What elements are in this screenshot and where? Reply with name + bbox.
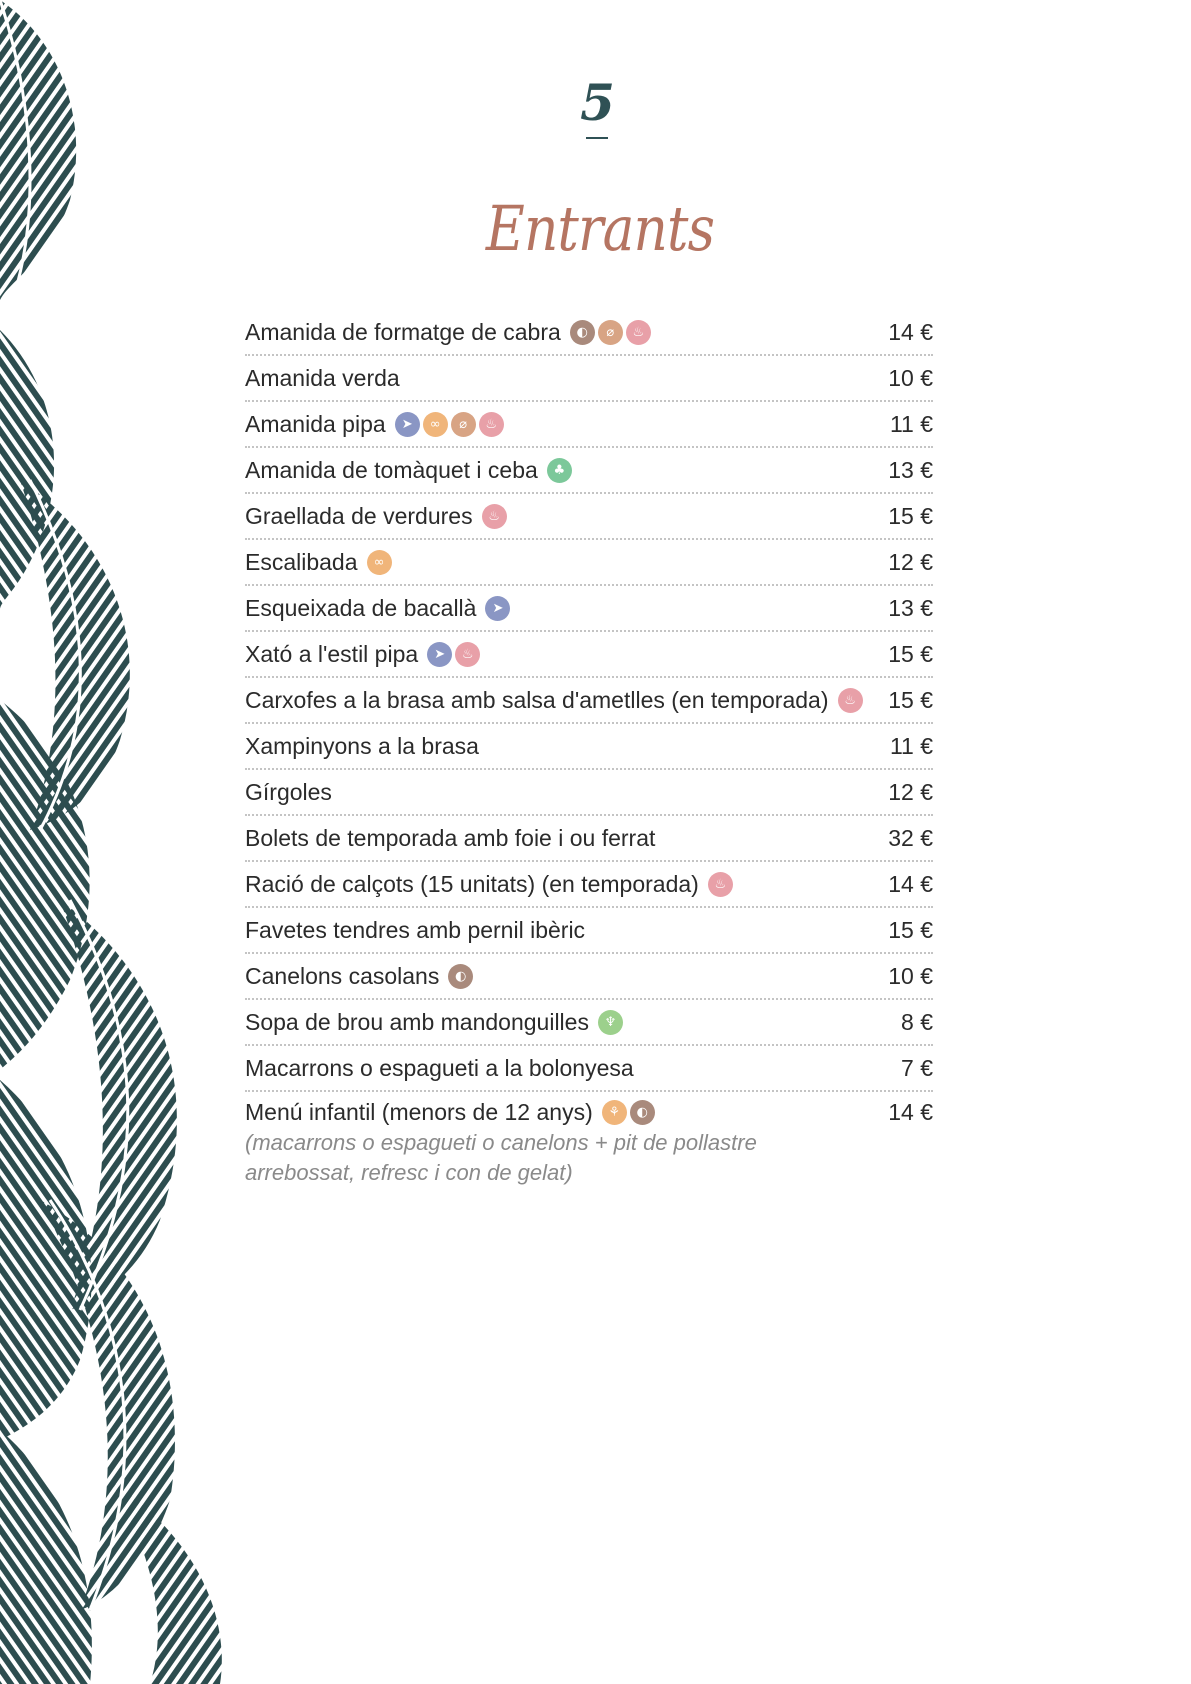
menu-item	[245, 954, 933, 1000]
item-price: 11 €	[889, 410, 933, 437]
celery-icon: ♨	[626, 320, 651, 345]
menu-item	[245, 1092, 933, 1188]
menu-item	[245, 908, 933, 954]
menu-item	[245, 1000, 933, 1046]
menu-list	[245, 310, 933, 1188]
item-price: 7 €	[901, 1054, 933, 1081]
menu-item	[245, 310, 933, 356]
nut-icon: ◐	[630, 1100, 655, 1125]
menu-item-row	[245, 503, 933, 530]
menu-item-row	[245, 319, 933, 346]
egg-icon: ∞	[423, 412, 448, 437]
item-name: Amanida pipa	[245, 410, 386, 437]
milk-icon: ⌀	[598, 320, 623, 345]
menu-item-row	[245, 871, 933, 898]
menu-item-row	[245, 595, 933, 622]
vegan-icon: ♣	[547, 458, 572, 483]
item-name: Xató a l'estil pipa	[245, 640, 419, 667]
item-name: Graellada de verdures	[245, 502, 473, 529]
item-price: 15 €	[888, 640, 933, 667]
menu-item-row	[245, 825, 933, 852]
item-name: Carxofes a la brasa amb salsa d'ametlles (en temporada)	[245, 686, 829, 713]
leaf-pattern-decoration	[0, 0, 250, 1684]
menu-item	[245, 724, 933, 770]
item-price: 32 €	[888, 824, 933, 851]
item-price: 12 €	[888, 548, 933, 575]
item-name: Menú infantil (menors de 12 anys)	[245, 1099, 593, 1125]
item-name: Sopa de brou amb mandonguilles	[245, 1008, 589, 1035]
menu-item	[245, 770, 933, 816]
item-name: Amanida de tomàquet i ceba	[245, 456, 538, 483]
item-name: Favetes tendres amb pernil ibèric	[245, 916, 586, 943]
page-number: 5	[580, 73, 615, 132]
menu-item-row	[245, 1055, 933, 1082]
item-price: 14 €	[888, 870, 933, 897]
item-name: Esqueixada de bacallà	[245, 594, 477, 621]
item-note: (macarrons o espagueti o canelons + pit de pollastre arrebossat, refresc i con de gelat)	[245, 1130, 757, 1185]
menu-item-row	[245, 1009, 933, 1036]
item-price: 10 €	[888, 364, 933, 391]
item-name: Amanida verda	[245, 364, 400, 391]
allergen-icons	[602, 1100, 655, 1125]
menu-item	[245, 402, 933, 448]
celery-icon: ♨	[708, 872, 733, 897]
item-name: Ració de calçots (15 unitats) (en temporada)	[245, 870, 699, 897]
section-title: Entrants	[485, 192, 715, 265]
menu-item	[245, 816, 933, 862]
wheat-icon: ⚘	[602, 1100, 627, 1125]
item-price: 8 €	[901, 1008, 933, 1035]
fish-icon: ➤	[485, 596, 510, 621]
milk-icon: ⌀	[451, 412, 476, 437]
item-price: 10 €	[888, 962, 933, 989]
menu-item-row	[245, 963, 933, 990]
nut-icon: ◐	[570, 320, 595, 345]
allergen-icons	[367, 550, 392, 575]
fish-icon: ➤	[427, 642, 452, 667]
item-price: 15 €	[888, 502, 933, 529]
menu-item-row	[245, 549, 933, 576]
allergen-icons	[395, 412, 504, 437]
item-name: Amanida de formatge de cabra	[245, 318, 561, 345]
allergen-icons	[708, 872, 733, 897]
item-price: 14 €	[888, 318, 933, 345]
item-price: 13 €	[888, 456, 933, 483]
menu-item-row	[245, 687, 933, 714]
menu-item	[245, 540, 933, 586]
allergen-icons	[448, 964, 473, 989]
egg-icon: ∞	[367, 550, 392, 575]
fish-icon: ➤	[395, 412, 420, 437]
item-price: 11 €	[889, 732, 933, 759]
menu-item	[245, 494, 933, 540]
allergen-icons	[838, 688, 863, 713]
item-name: Gírgoles	[245, 778, 332, 805]
menu-item	[245, 356, 933, 402]
allergen-icons	[598, 1010, 623, 1035]
item-price: 12 €	[888, 778, 933, 805]
item-name: Bolets de temporada amb foie i ou ferrat	[245, 824, 656, 851]
allergen-icons	[427, 642, 480, 667]
allergen-icons	[547, 458, 572, 483]
gluten-icon: ♆	[598, 1010, 623, 1035]
allergen-icons	[485, 596, 510, 621]
menu-item-row	[245, 457, 933, 484]
item-name: Macarrons o espagueti a la bolonyesa	[245, 1054, 634, 1081]
menu-item	[245, 678, 933, 724]
celery-icon: ♨	[455, 642, 480, 667]
page-number-underline	[586, 137, 608, 139]
celery-icon: ♨	[838, 688, 863, 713]
celery-icon: ♨	[479, 412, 504, 437]
item-price: 14 €	[888, 1099, 933, 1125]
celery-icon: ♨	[482, 504, 507, 529]
item-name: Escalibada	[245, 548, 358, 575]
nut-icon: ◐	[448, 964, 473, 989]
menu-item-row	[245, 733, 933, 760]
item-price: 15 €	[888, 686, 933, 713]
menu-item	[245, 586, 933, 632]
menu-item	[245, 448, 933, 494]
menu-item-row	[245, 411, 933, 438]
menu-item	[245, 862, 933, 908]
menu-item	[245, 1046, 933, 1092]
allergen-icons	[482, 504, 507, 529]
menu-item-row	[245, 365, 933, 392]
menu-item	[245, 632, 933, 678]
allergen-icons	[570, 320, 651, 345]
item-name: Xampinyons a la brasa	[245, 732, 479, 759]
menu-item-row	[245, 917, 933, 944]
item-price: 15 €	[888, 916, 933, 943]
item-name: Canelons casolans	[245, 962, 440, 989]
item-price: 13 €	[888, 594, 933, 621]
menu-item-row	[245, 641, 933, 668]
menu-item-row	[245, 1099, 933, 1126]
menu-item-row	[245, 779, 933, 806]
